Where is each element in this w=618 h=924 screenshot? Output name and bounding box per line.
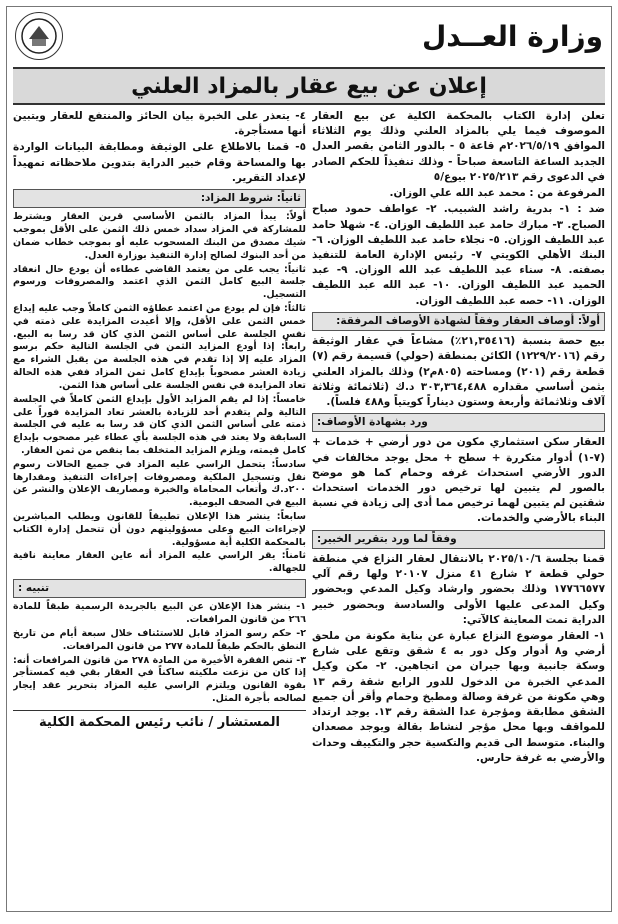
ad-title-bar <box>13 67 605 105</box>
notice-item-1: ١- بنشر هذا الإعلان عن البيع بالجريدة الرسمية طبقاً للمادة ٢٦٦ من قانون المرافعات. <box>13 601 306 626</box>
auction-term-5: خامساً: إذا لم يقم المزايد الأول بإيداع الثمن كاملاً في الجلسة التالية ولم يتقدم أحد للزيادة بالعشر تعاد المزايدة فوراً على ذمته على أساس الثمن الذي كان قد رسا به عليه في الجلسة السابقة ولا يعتد في هذه الجلسة بأي عطاء غير مصحوب بإيداع كامل قيمته، ويلزم المزايد المتخلف بما ينقص من ثمن العقار. <box>13 393 306 456</box>
notice-item-2: ٢- حكم رسو المزاد قابل للاستئناف خلال سبعة أيام من تاريخ النطق بالحكم طبقاً للمادة ٢٧٧ من قانون المرافعات. <box>13 627 306 652</box>
expert-report-text: قمنا بجلسة ٢٠٢٥/١٠/٦ بالانتقال لعقار النزاع في منطقة حولي قطعة ٢ شارع ٤١ منزل ٢٠١٠٧ ولها رقم آلي ١٧٧٦٦٥٧٧ وذلك بحضور وارشاد وكيل المدعي وبحضور وكيل المدعى عليها الأولى والسادسة وبحضور خبير الدراية تمت المعاينة كالآتي: <box>312 552 605 626</box>
right-column <box>312 109 605 911</box>
intro-text: تعلن إدارة الكتاب بالمحكمة الكلية عن بيع العقار الموصوف فيما يلي بالمزاد العلني وذلك يوم الثلاثاء الموافق ٢٠٢٦/٥/١٩م قاعة ٥ - بالدور الثامن بقصر العدل الجديد الساعة التاسعة صباحاً - وذلك تنفيذاً للحكم الصادر في الدعوى رقم ٢٠٢٥/٢١٣ بيوع/٥ <box>312 110 605 183</box>
ministry-name: وزارة العــدل <box>421 19 603 53</box>
section-heading-auction-terms: ثانياً: شروط المزاد: <box>13 189 306 208</box>
section-heading-expert-report: وفقاً لما ورد بتقرير الخبير: <box>312 530 605 549</box>
auction-term-6: سادساً: يتحمل الراسي عليه المزاد في جميع الحالات رسوم نقل وتسجيل الملكية ومصروفات إجراءات التنفيذ ومقدارها ٢٠٠د.ك وأتعاب المحاماة والخبرة ومصاريف الإعلان والنشر عن البيع في الصحف اليومية. <box>13 458 306 509</box>
ad-page <box>6 6 612 912</box>
auction-term-8: ثامناً: يقر الراسي عليه المزاد أنه عاين العقار معاينة نافية للجهالة. <box>13 550 306 575</box>
plaintiff-text: المرفوعة من : محمد عبد الله علي الوزان. <box>389 187 605 200</box>
notice-item-3: ٣- تنص الفقرة الأخيرة من المادة ٢٧٨ من قانون المرافعات أنه: إذا كان من نزعت ملكيته ساكناً في العقار بقي فيه كمستأجر بقوة القانون ويلتزم الراسي عليه المزاد بتحرير عقد إيجار لصالحه بأجرة المثل. <box>13 654 306 704</box>
header <box>7 7 611 65</box>
expert-report-list: ١- العقار موضوع النزاع عبارة عن بناية مكونة من ملحق أرضي و٨ أدوار وكل دور به ٤ شقق وتقع على شارع وسكة جانبية وبها جيران من اتجاهين. ٢- مكن وكيل المدعي الخبرة من الدخول للدور الرابع شقة رقم ١٣ وهي مكونة من غرفة وصالة ومطبخ وحمام وأقر أن جميع الشقق مطابقة ومؤجرة عدا الشقة رقم ١٣. يوجد ارتداد للمواقف وبها محل مؤجر لنشاط بقالة ويوجد مصعدان والبناء. متوسط الى قديم والتكسية حجر والتكييف وحدات والأرضي به غرفة حارس. <box>312 630 605 764</box>
defendants-text: ضد : ١- بدرية راشد الشبيب. ٢- عواطف حمود صباح الصباح. ٣- مبارك حامد عبد اللطيف الوزان. ٤- شهلا حامد عبد اللطيف الوزان. ٥- نجلاء حامد عبد اللطيف الوزان. ٦- البنك الأهلي الكويتي ٧- رئيس الإدارة العامة للتنفيذ بصفته. ٨- سناء عبد اللطيف عبد الله الوزان. ٩- عبد الحميد عبد اللطيف الوزان. ١٠- عبد الله عبد اللطيف الوزان. ١١- حصه عبد اللطيف الوزان. <box>312 203 605 307</box>
auction-term-7: سابعاً: ينشر هذا الإعلان تطبيقاً للقانون ويطلب المباشرين لإجراءات البيع وعلى مسؤوليتهم دون أن تتحمل إدارة الكتاب بالمحكمة الكلية أية مسؤولية. <box>13 511 306 548</box>
section-heading-notice: تنبيه : <box>13 579 306 598</box>
left-column <box>13 109 306 911</box>
auction-term-3: ثالثاً: فإن لم يودع من اعتمد عطاؤه الثمن كاملاً وجب عليه إيداع خمس الثمن على الأقل، وإلا أعيدت المزايدة على ذمته في نفس الجلسة على أساس الثمن الذي كان قد رسا به البيع. رابعاً: إذا أودع المزايد الثمن في الجلسة التالية حكم برسو المزاد عليه إلا إذا تقدم في هذه الجلسة من يقبل الشراء مع زيادة العشر مصحوباً بإيداع كامل ثمن المزاد ففي هذه الحالة تعاد المزايدة في نفس الجلسة على أساس هذا الثمن. <box>13 303 306 391</box>
auction-term-1: أولاً: يبدأ المزاد بالثمن الأساسي قرين العقار ويشترط للمشاركة في المزاد سداد خمس ذلك الثمن على الأقل بموجب شيك مصدق من البنك المسحوب عليه أو بموجب خطاب ضمان من أحد البنوك لصالح إدارة التنفيذ بوزارة العدل. <box>13 211 306 261</box>
descriptions-text: بيع حصة بنسبة (٢١,٣٥٤١٦٪) مشاعاً في عقار الوثيقة رقم (١٢٢٩/٢٠١٦) الكائن بمنطقة (حولي) قسيمة رقم (٧) قطعة رقم (٢٠١) ومساحته (٨٠٥م٢) وذلك بالمزاد العلني بثمن أساسي مقداره ٣٠٣,٣٦٤,٤٨٨ د.ك (ثلاثمائة وثلاثة آلاف وثلاثمائة وأربعة وستون ديناراً كويتياً و٤٨٨ فلساً). <box>312 335 605 408</box>
section-heading-descriptions: أولاً: أوصاف العقار وفقاً لشهادة الأوصاف المرفقة: <box>312 312 605 331</box>
ad-title: إعلان عن بيع عقار بالمزاد العلني <box>131 73 487 99</box>
signature-line: المستشار / نائب رئيس المحكمة الكلية <box>13 710 306 733</box>
expert-item-4: ٤- يتعذر على الخبرة بيان الحائز والمنتفع للعقار ويتبين أنها مستأجرة. <box>13 110 306 138</box>
kuwait-emblem-icon <box>15 12 63 60</box>
certificate-text: العقار سكن استثماري مكون من دور أرضي + خدمات + (٧-١) أدوار متكررة + سطح + محل يوجد مخالفات في الدور الأرضي استحداث غرفه وحمام كما هو موضح بالصور لم يتبين لها ترخيص دور الخدمات استحداث شقتين لم يتبين لهما ترخيص مما أدى إلى زيادة في نسبة البناء بالأرضي والخدمات. <box>312 436 605 525</box>
columns <box>7 109 611 911</box>
auction-term-2: ثانياً: يجب على من يعتمد القاضي عطاءه أن يودع حال انعقاد جلسة البيع كامل الثمن الذي اعتمد والمصروفات ورسوم التسجيل. <box>13 263 306 301</box>
section-heading-certificate: ورد بشهادة الأوصاف: <box>312 413 605 432</box>
expert-item-5: ٥- قمنا بالاطلاع على الوثيقة ومطابقة البيانات الواردة بها والمساحة وقام خبير الدراية بتدوين ملاحظاته تمهيداً لإعداد التقرير. <box>13 141 306 184</box>
